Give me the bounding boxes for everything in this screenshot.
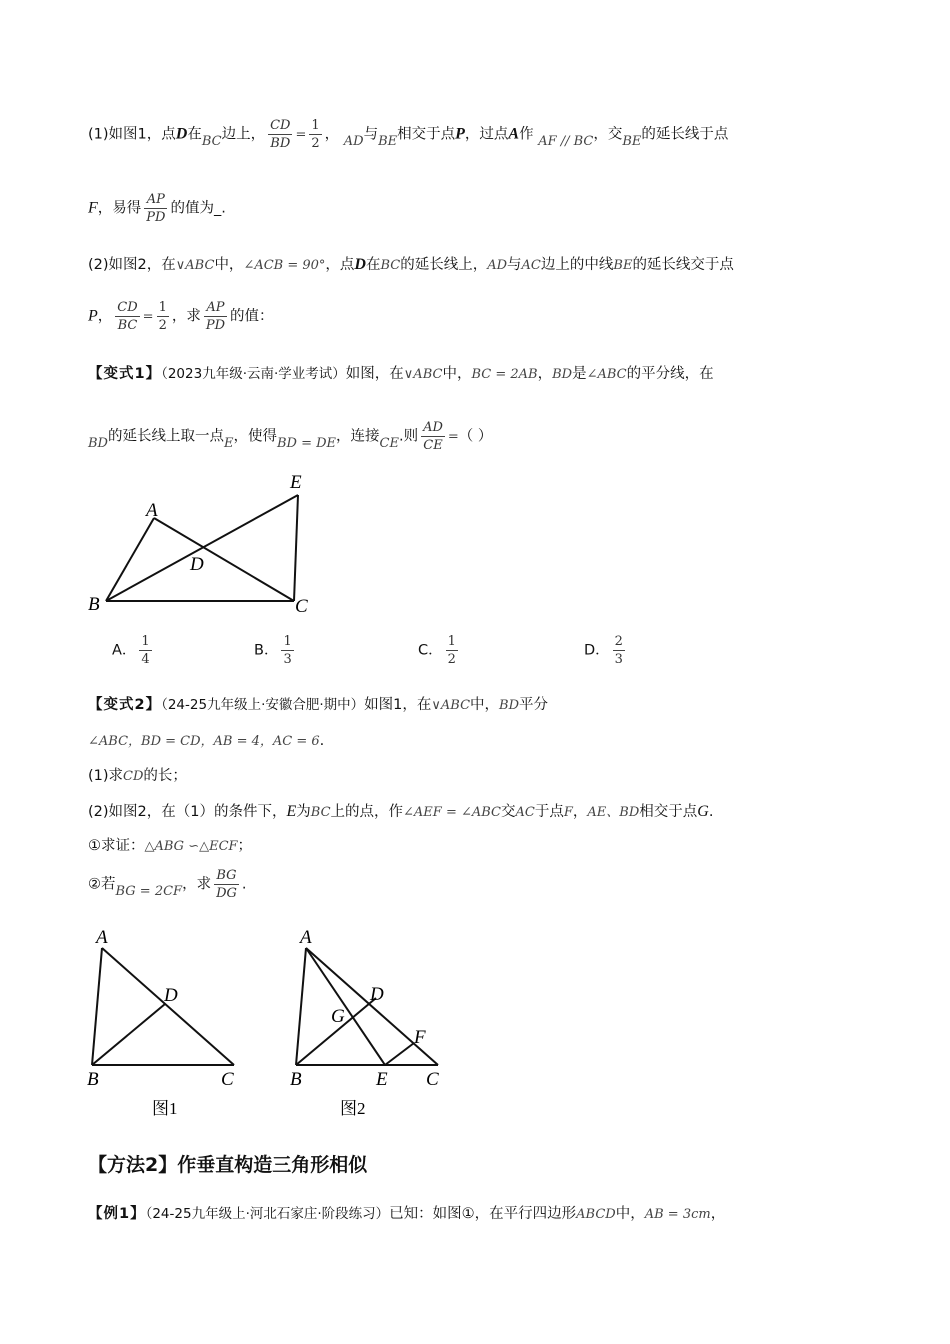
choice-c[interactable]: C． $\frac{1}{2}$: [418, 634, 456, 667]
example-1-source: （24-25九年级上·河北石家庄·阶段练习）: [145, 1206, 390, 1222]
fig2-caption: 图2: [340, 1099, 366, 1118]
variant-2-figure-2: [290, 924, 460, 1119]
variant-1-line-1: 【变式1】（2023九年级·云南·学业考试）如图，在∨ABC中，BC = 2AB，BD是∠ABC的平分线，在: [88, 366, 714, 382]
label-b: B: [88, 594, 100, 615]
fig2-segment-ef: [385, 1043, 414, 1065]
fig1-segment-ac: [102, 948, 234, 1065]
fig2-label-d: D: [370, 984, 384, 1005]
example-1-line-1: 【例1】（24-25九年级上·河北石家庄·阶段练习）已知：如图①，在平行四边形ABCD中，AB = 3cm，: [88, 1206, 726, 1222]
fig1-segment-ab: [92, 948, 102, 1065]
problem-2-line-2: P， $\frac{CD}{BC}$ = $\frac{1}{2}$ ，求 $\frac{AP}{PD}$ 的值：: [88, 300, 274, 333]
variant-2-line-1: 【变式2】（24-25九年级上·安徽合肥·期中）如图1，在∨ABC中，BD平分: [88, 697, 549, 713]
fraction-ap-pd: $\frac{AP}{PD}$: [146, 192, 166, 225]
fraction-one-half: $\frac{1}{2}$: [311, 118, 320, 151]
choice-d[interactable]: D． $\frac{2}{3}$: [584, 634, 623, 667]
label-d: D: [190, 554, 204, 575]
answer-paren: （ ）: [458, 428, 493, 445]
fig2-label-b: B: [290, 1069, 302, 1090]
variant-2-figure-1: [84, 924, 254, 1119]
variant-1-line-2: BD的延长线上取一点E，使得BD = DE，连接CE.则 $\frac{AD}{CE}$ =（ ）: [88, 420, 493, 453]
fraction-cd-bc: $\frac{CD}{BC}$: [117, 300, 138, 333]
choice-b[interactable]: B． $\frac{1}{3}$: [254, 634, 292, 667]
fig1-segment-bd: [92, 1004, 165, 1065]
fig2-segment-ab: [296, 948, 306, 1065]
variant-2-line-2: ∠ABC，BD = CD，AB = 4，AC = 6.: [88, 733, 325, 749]
segment-be: [106, 495, 298, 601]
fig1-caption: 图1: [152, 1099, 178, 1118]
choice-a[interactable]: A． $\frac{1}{4}$: [112, 634, 150, 667]
segment-ec: [294, 495, 298, 601]
variant-2-source: （24-25九年级上·安徽合肥·期中）: [161, 697, 365, 713]
variant-2-question-2: (2)如图2，在（1）的条件下，E为BC上的点，作∠AEF = ∠ABC交AC于点F，AE、BD相交于点G.: [88, 803, 714, 820]
variant-2-question-4: ②若BG = 2CF，求 $\frac{BG}{DG}$ .: [88, 868, 247, 901]
answer-blank: _: [213, 200, 222, 217]
fig2-label-g: G: [331, 1006, 345, 1027]
fig2-label-e: E: [376, 1069, 388, 1090]
problem-1-line-2: F，易得 $\frac{AP}{PD}$ 的值为_.: [88, 192, 226, 225]
fig1-label-c: C: [221, 1069, 234, 1090]
fig2-label-a: A: [300, 927, 312, 948]
fraction-cd-bd: $\frac{CD}{BD}$: [270, 118, 291, 151]
fraction-one-half-2: $\frac{1}{2}$: [158, 300, 167, 333]
label-a: A: [146, 500, 158, 521]
example-1-tag: 【例1】: [88, 1206, 146, 1222]
variant-2-tag: 【变式2】: [88, 697, 162, 713]
fig1-label-b: B: [87, 1069, 99, 1090]
fig2-label-c: C: [426, 1069, 439, 1090]
fig1-label-d: D: [164, 985, 178, 1006]
fig2-label-f: F: [414, 1027, 426, 1048]
method-2-heading: 【方法2】作垂直构造三角形相似: [88, 1154, 368, 1176]
problem-2-line-1: (2)如图2，在∨ABC中，∠ACB = 90°，点D在BC的延长线上，AD与AC边上的中线BE的延长线交于点: [88, 256, 734, 273]
fraction-bg-dg: $\frac{BG}{DG}$: [216, 868, 237, 901]
variant-1-figure: [84, 468, 324, 618]
problem-1-line-1: (1)如图1，点D在BC边上， $\frac{CD}{BD}$ = $\frac{1}{2}$ ， AD与BE相交于点P，过点A作 AF // BC，交BE的延长线于点: [88, 118, 729, 151]
label-c: C: [295, 596, 308, 617]
label-e: E: [290, 472, 302, 493]
segment-ac: [154, 518, 294, 601]
variant-2-question-1: (1)求CD的长；: [88, 768, 187, 784]
fig1-label-a: A: [96, 927, 108, 948]
variant-1-tag: 【变式1】: [88, 366, 162, 382]
fraction-ad-ce: $\frac{AD}{CE}$: [423, 420, 443, 453]
variant-2-question-3: ①求证：△ABG ∽△ECF；: [88, 838, 253, 854]
variant-1-source: （2023九年级·云南·学业考试）: [161, 366, 346, 382]
fraction-ap-pd-2: $\frac{AP}{PD}$: [205, 300, 226, 333]
